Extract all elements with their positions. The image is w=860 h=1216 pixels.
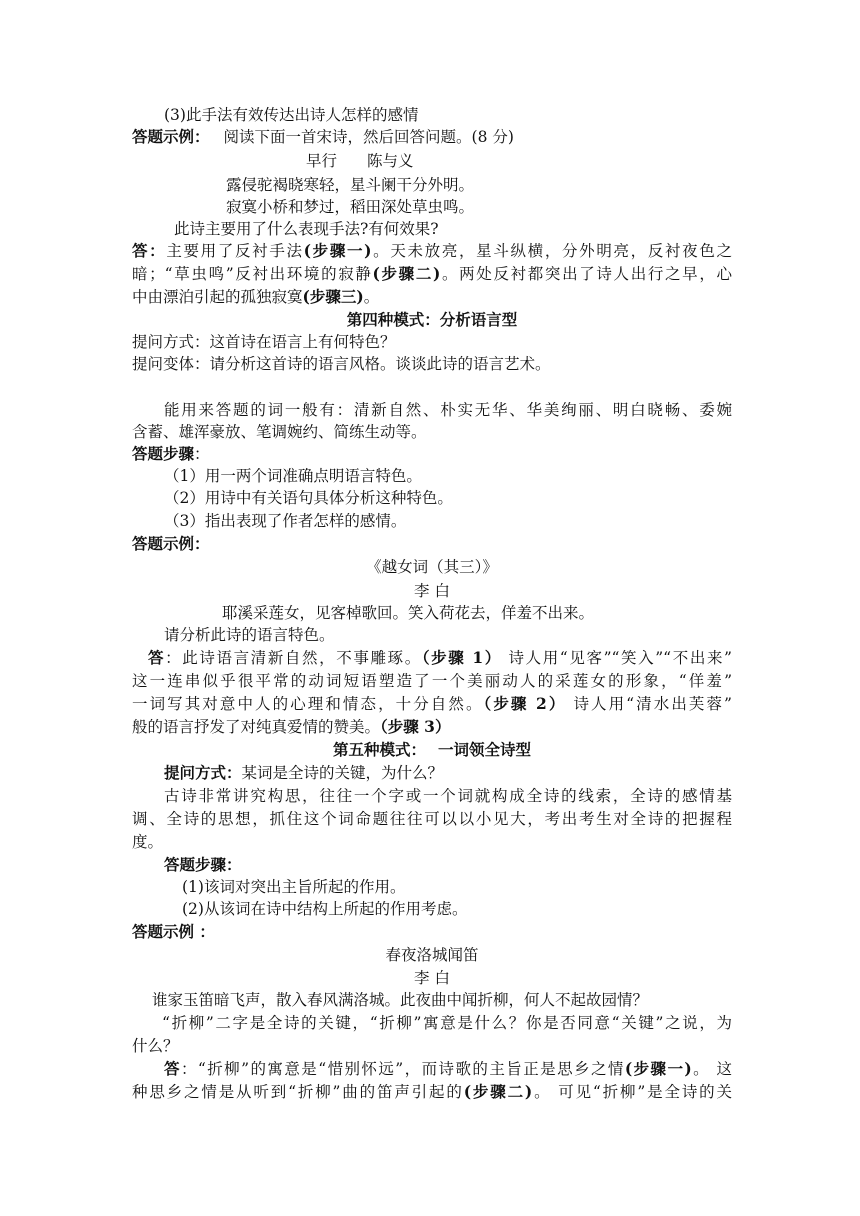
step-marker: (步骤一) <box>303 241 372 260</box>
label-answer: 答 <box>148 648 166 667</box>
step-item: (2)从该词在诗中结构上所起的作用考虑。 <box>182 900 468 918</box>
question-line: “折柳”二字是全诗的关键，“折柳”寓意是什么？你是否同意“关键”之说，为 <box>162 1014 732 1032</box>
text-span: 诗人用“清水出芙蓉” <box>573 695 732 713</box>
answer-line <box>132 240 732 262</box>
text-line: 古诗非常讲究构思，往往一个字或一个词就构成全诗的线索，全诗的感情基 <box>164 787 732 805</box>
text-span: 中由漂泊引起的孤独寂寞 <box>132 288 303 306</box>
step-marker: （步骤 3） <box>380 717 451 736</box>
text-span: 。 <box>363 288 380 306</box>
label-steps: 答题步骤： <box>164 855 242 874</box>
answer-line <box>132 263 732 285</box>
answer-line: 这一连串似乎很平常的动词短语塑造了一个美丽动人的采莲女的形象，“佯羞” <box>132 672 732 690</box>
answer-line <box>132 647 732 669</box>
text-span: ：“折柳”的寓意是“惜别怀远”，而诗歌的主旨正是思乡之情 <box>180 1060 625 1078</box>
text-span: 答题步骤 <box>132 444 195 463</box>
label-answer-example: 答题示例： <box>132 127 210 146</box>
step-marker: (步骤二) <box>372 264 441 283</box>
text-span: 一词领全诗型 <box>438 740 532 759</box>
text-span: 阅读下面一首宋诗，然后回答问题。(8 分) <box>223 128 514 146</box>
poem-title: 春夜洛城闻笛 <box>385 946 479 964</box>
step-marker: (步骤三) <box>302 287 364 306</box>
text-span: ： <box>194 445 210 463</box>
label-answer: 答： <box>132 241 167 260</box>
poem-line: 耶溪采莲女，见客棹歌回。笑入荷花去，佯羞不出来。 <box>222 604 595 622</box>
label-question-method: 提问方式： <box>164 763 242 782</box>
step-marker: (步骤二) <box>463 1082 533 1101</box>
poem-author: 李 白 <box>414 969 450 987</box>
answer-line <box>132 1081 732 1103</box>
poem-author: 李 白 <box>414 582 450 600</box>
section-heading-4: 第四种模式：分析语言型 <box>346 310 518 329</box>
question-line: 此诗主要用了什么表现手法?有何效果? <box>174 220 439 238</box>
text-span: 。 可见“折柳”是全诗的关 <box>532 1083 732 1101</box>
question-line: 请分析此诗的语言特色。 <box>164 626 335 644</box>
text-line: 提问变体：请分析这首诗的语言风格。谈谈此诗的语言艺术。 <box>132 355 551 373</box>
text-line: 调、全诗的思想，抓住这个词命题往往可以以小见大，考出考生对全诗的把握程 <box>132 810 732 828</box>
text-span: 种思乡之情是从听到“折柳”曲的笛声引起的 <box>132 1083 464 1101</box>
label-answer: 答 <box>164 1059 181 1078</box>
poem-author: 陈与义 <box>367 152 414 170</box>
text-span: 主要用了反衬手法 <box>166 242 304 260</box>
text-span: 暗；“草虫鸣”反衬出环境的寂静 <box>132 265 373 283</box>
label-answer-example: 答题示例 ： <box>132 922 215 941</box>
answer-line <box>132 716 450 738</box>
section-heading-5 <box>132 739 732 761</box>
text-line: 含蓄、雄浑豪放、笔调婉约、简练生动等。 <box>132 423 427 441</box>
poem-header <box>306 150 414 172</box>
text-line <box>132 126 514 148</box>
text-line: 提问方式：这首诗在语言上有何特色？ <box>132 333 396 351</box>
poem-line: 谁家玉笛暗飞声，散入春风满洛城。此夜曲中闻折柳，何人不起故园情？ <box>152 991 649 1009</box>
text-span: 般的语言抒发了对纯真爱情的赞美。 <box>132 718 381 736</box>
text-span: 诗人用“见客”“笑入”“不出来” <box>508 649 732 667</box>
step-marker: (步骤一) <box>624 1059 692 1078</box>
poem-title: 早行 <box>306 152 338 170</box>
poem-line: 露侵驼褐晓寒轻，星斗阑干分外明。 <box>226 176 475 194</box>
text-line: 度。 <box>132 833 164 851</box>
step-marker: （步骤 2） <box>483 694 567 713</box>
step-marker: （步骤 1） <box>421 648 502 667</box>
poem-title: 《越女词（其三）》 <box>366 558 498 576</box>
text-span: 。天未放亮，星斗纵横，分外明亮，反衬夜色之 <box>371 242 732 260</box>
answer-line <box>132 286 379 308</box>
poem-line: 寂寞小桥和梦过，稻田深处草虫鸣。 <box>226 198 475 216</box>
text-span: 第五种模式： <box>332 740 426 759</box>
text-line <box>164 762 443 784</box>
step-item: （2）用诗中有关语句具体分析这种特色。 <box>164 489 453 507</box>
label-steps <box>132 443 210 465</box>
text-span: 。 这 <box>691 1060 732 1078</box>
text-span: 某词是全诗的关键，为什么？ <box>241 764 444 782</box>
answer-line <box>132 693 732 715</box>
label-answer-example: 答题示例： <box>132 534 210 553</box>
text-line: (3)此手法有效传达出诗人怎样的感情 <box>164 106 419 124</box>
text-line: 能用来答题的词一般有：清新自然、朴实无华、华美绚丽、明白晓畅、委婉 <box>164 401 732 419</box>
text-span: 。两处反衬都突出了诗人出行之早，心 <box>440 265 732 283</box>
step-item: （3）指出表现了作者怎样的感情。 <box>164 512 407 530</box>
question-line: 什么？ <box>132 1037 179 1055</box>
answer-line <box>132 1058 732 1080</box>
text-span: 一词写其对意中人的心理和情态，十分自然。 <box>132 695 484 713</box>
step-item: （1）用一两个词准确点明语言特色。 <box>164 467 422 485</box>
step-item: (1)该词对突出主旨所起的作用。 <box>182 878 406 896</box>
text-span: ：此诗语言清新自然，不事雕琢。 <box>165 649 422 667</box>
